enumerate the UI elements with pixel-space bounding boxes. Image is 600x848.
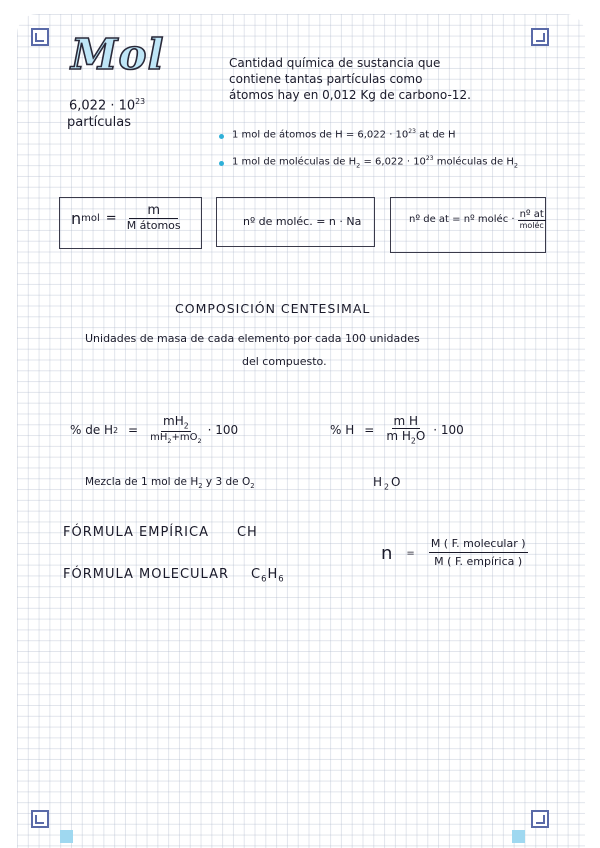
percent-h2-formula: % de H 2 = $\frac{mH_2}{mH_2+mO_2}$ · 100 xyxy=(70,414,239,445)
corner-arrow-icon xyxy=(34,31,46,43)
corner-arrow-icon xyxy=(34,813,46,825)
atoms-fraction: $\frac{\text{nº at}}{\text{moléc}}$ xyxy=(519,209,544,230)
bullet-molecules-h2: 1 mol de moléculas de $H_2 = 6,022 \cdot 10^{23}$ moléculas de $H_2$ xyxy=(232,155,519,170)
formula-nmol: n mol = $\frac{m}{\text{M átomos}}$ xyxy=(71,203,181,233)
n-ratio-formula: n = $\frac{\text{M ( F. molecular )}}{\text{M ( F. empírica )}}$ xyxy=(381,537,526,569)
definition-line: contiene tantas partículas como xyxy=(229,72,423,86)
bullet-atoms-h: 1 mol de átomos de $H = 6,022 \cdot 10^{23}$ at de H xyxy=(232,128,456,141)
corner-marker-bottom-left xyxy=(31,810,49,828)
corner-marker-top-left xyxy=(31,28,49,46)
n-ratio-fraction: $\frac{\text{M ( F. molecular )}}{\text{M ( F. empírica )}}$ xyxy=(430,537,526,569)
bullet-dot xyxy=(219,134,224,139)
blue-square-decoration xyxy=(512,830,525,843)
corner-marker-top-right xyxy=(531,28,549,46)
blue-square-decoration xyxy=(60,830,73,843)
definition-text xyxy=(229,55,471,103)
section-description-line: Unidades de masa de cada elemento por cada 100 unidades xyxy=(85,332,420,345)
definition-line: átomos hay en 0,012 Kg de carbono-12. xyxy=(229,88,471,102)
formula-atoms: nº de at = nº moléc · $\frac{\text{nº at}}{\text{moléc}}$ xyxy=(409,209,544,230)
section-description-line: del compuesto. xyxy=(242,355,327,368)
percent-h2-fraction: $\frac{mH_2}{mH_2+mO_2}$ xyxy=(150,414,202,445)
water-formula: $H_2O$ xyxy=(373,475,403,492)
nmol-fraction: $\frac{m}{\text{M átomos}}$ xyxy=(126,203,181,233)
bullet-dot xyxy=(219,161,224,166)
notebook-page xyxy=(17,14,585,848)
avogadro-number: $6,022 \cdot 10^{23}$ xyxy=(69,97,146,114)
section-heading: COMPOSICIÓN CENTESIMAL xyxy=(175,301,371,316)
definition-line: Cantidad química de sustancia que xyxy=(229,56,441,70)
corner-arrow-icon xyxy=(534,31,546,43)
molecular-formula-row: FÓRMULA MOLECULAR $C_6H_6$ xyxy=(63,567,285,584)
corner-marker-bottom-right xyxy=(531,810,549,828)
mixture-text: Mezcla de 1 mol de $H_2$ y 3 de $O_2$ xyxy=(85,476,255,491)
corner-arrow-icon xyxy=(534,813,546,825)
percent-h-formula: % H = $\frac{\text{m H}}{m H_2O}$ · 100 xyxy=(330,414,464,446)
page-title: Mol xyxy=(71,30,165,79)
formula-molec: nº de moléc. = n · Na xyxy=(243,215,362,228)
empirical-formula-row: FÓRMULA EMPÍRICA CH xyxy=(63,525,258,540)
avogadro-particles: partículas xyxy=(67,115,132,130)
percent-h-fraction: $\frac{\text{m H}}{m H_2O}$ xyxy=(386,414,426,446)
